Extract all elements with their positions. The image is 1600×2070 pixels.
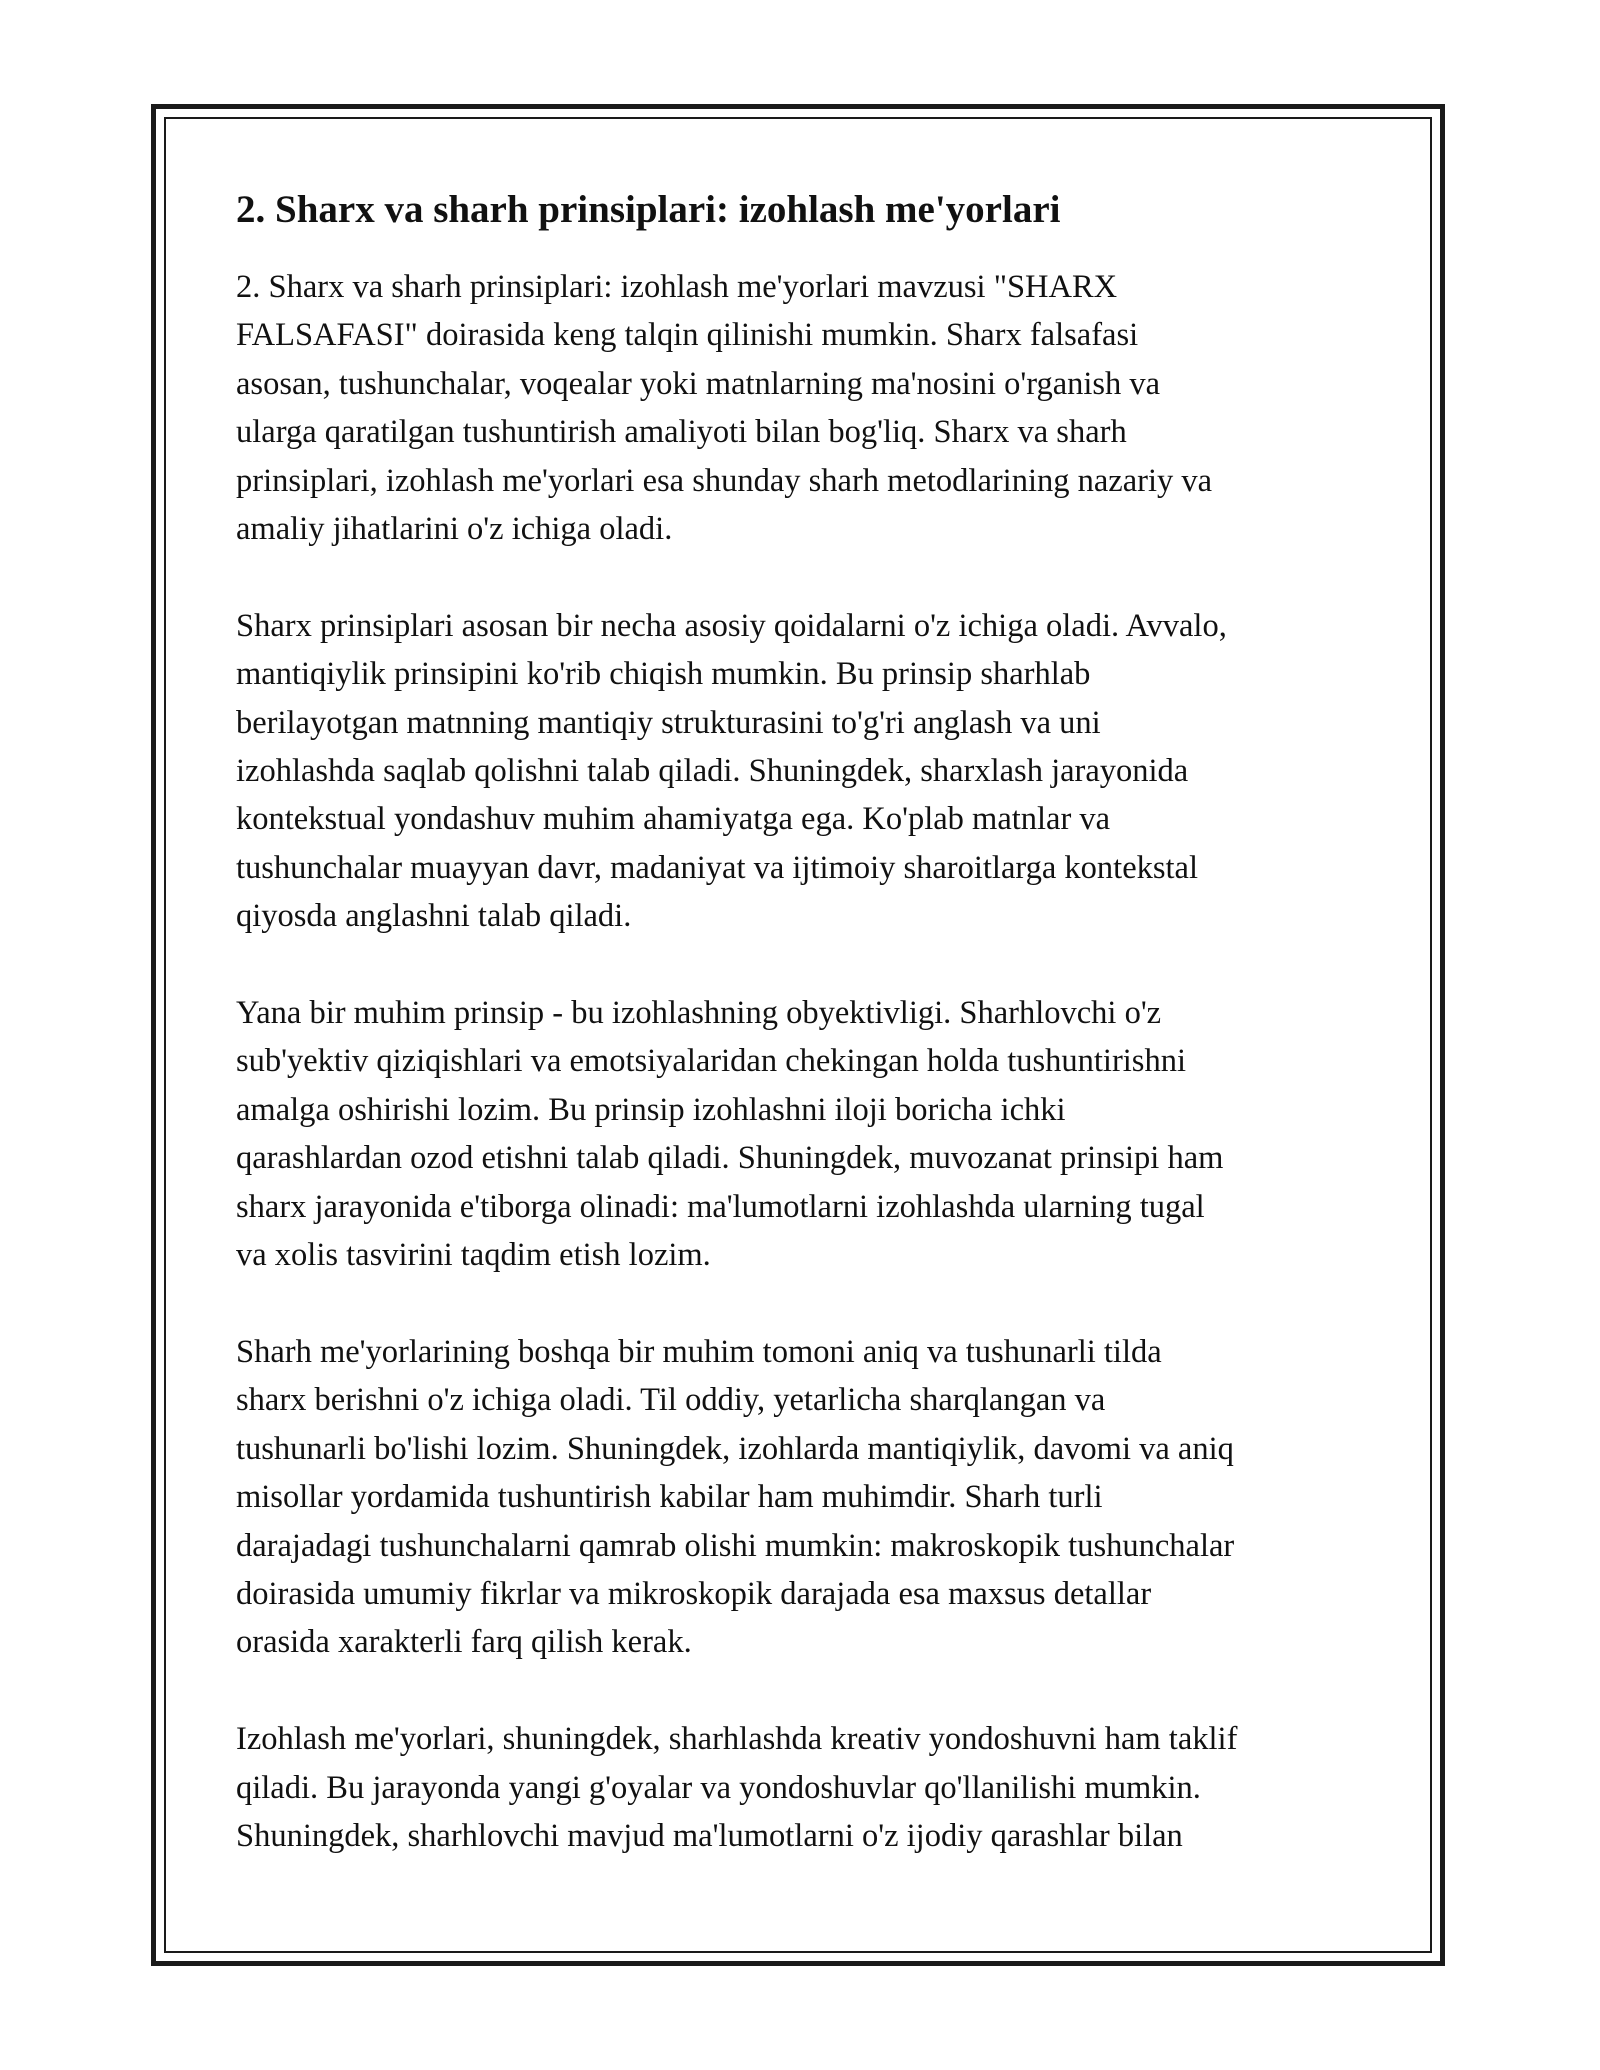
paragraph-3	[236, 989, 1376, 1279]
paragraph-line: tushunchalar muayyan davr, madaniyat va ijtimoiy sharoitlarga kontekstal	[236, 849, 1199, 886]
paragraph-line: sharx jarayonida e'tiborga olinadi: ma'lumotlarni izohlashda ularning tugal	[236, 1188, 1205, 1225]
paragraph-line: Sharh me'yorlarining boshqa bir muhim tomoni aniq va tushunarli tilda	[236, 1333, 1162, 1370]
paragraph-line: 2. Sharx va sharh prinsiplari: izohlash me'yorlari mavzusi "SHARX	[236, 269, 1118, 305]
paragraph-1	[236, 263, 1376, 553]
paragraph-line: qiladi. Bu jarayonda yangi g'oyalar va yondoshuvlar qo'llanilishi mumkin.	[236, 1769, 1201, 1806]
paragraph-line: qiyosda anglashni talab qiladi.	[236, 898, 632, 935]
paragraph-line: doirasida umumiy fikrlar va mikroskopik darajada esa maxsus detallar	[236, 1575, 1152, 1612]
paragraph-line: prinsiplari, izohlash me'yorlari esa shunday sharh metodlarining nazariy va	[236, 462, 1213, 499]
paragraph-line: amalga oshirishi lozim. Bu prinsip izohlashni iloji boricha ichki	[236, 1091, 1066, 1128]
paragraph-line: sharx berishni o'z ichiga oladi. Til oddiy, yetarlicha sharqlangan va	[236, 1382, 1106, 1419]
paragraph-line: kontekstual yondashuv muhim ahamiyatga ega. Ko'plab matnlar va	[236, 801, 1111, 838]
paragraph-line: ularga qaratilgan tushuntirish amaliyoti bilan bog'liq. Sharx va sharh	[236, 414, 1127, 451]
paragraph-line: Shuningdek, sharhlovchi mavjud ma'lumotlarni o'z ijodiy qarashlar bilan	[236, 1817, 1183, 1854]
paragraph-line: FALSAFASI" doirasida keng talqin qilinishi mumkin. Sharx falsafasi	[236, 317, 1139, 354]
paragraph-line: amaliy jihatlarini o'z ichiga oladi.	[236, 511, 673, 548]
paragraph-line: misollar yordamida tushuntirish kabilar ham muhimdir. Sharh turli	[236, 1479, 1103, 1516]
paragraph-line: Sharx prinsiplari asosan bir necha asosiy qoidalarni o'z ichiga oladi. Avvalo,	[236, 607, 1227, 644]
paragraph-line: berilayotgan matnning mantiqiy strukturasini to'g'ri anglash va uni	[236, 704, 1101, 741]
paragraph-5	[236, 1715, 1376, 1860]
paragraph-line: Yana bir muhim prinsip - bu izohlashning obyektivligi. Sharhlovchi o'z	[236, 995, 1162, 1032]
paragraph-line: mantiqiylik prinsipini ko'rib chiqish mumkin. Bu prinsip sharhlab	[236, 656, 1091, 693]
paragraph-line: orasida xarakterli farq qilish kerak.	[236, 1624, 692, 1661]
document-content	[236, 186, 1376, 1860]
paragraph-line: qarashlardan ozod etishni talab qiladi. Shuningdek, muvozanat prinsipi ham	[236, 1140, 1224, 1177]
paragraph-line: darajadagi tushunchalarni qamrab olishi mumkin: makroskopik tushunchalar	[236, 1527, 1235, 1564]
paragraph-line: izohlashda saqlab qolishni talab qiladi. Shuningdek, sharxlash jarayonida	[236, 753, 1189, 790]
paragraph-line: tushunarli bo'lishi lozim. Shuningdek, izohlarda mantiqiylik, davomi va aniq	[236, 1430, 1234, 1467]
section-heading: 2. Sharx va sharh prinsiplari: izohlash me'yorlari	[236, 188, 1061, 231]
paragraph-line: va xolis tasvirini taqdim etish lozim.	[236, 1237, 711, 1274]
paragraph-4	[236, 1328, 1376, 1667]
paragraph-line: Izohlash me'yorlari, shuningdek, sharhlashda kreativ yondoshuvni ham taklif	[236, 1721, 1238, 1758]
paragraph-2	[236, 602, 1376, 941]
paragraph-line: asosan, tushunchalar, voqealar yoki matnlarning ma'nosini o'rganish va	[236, 365, 1161, 402]
paragraph-line: sub'yektiv qiziqishlari va emotsiyalaridan chekingan holda tushuntirishni	[236, 1043, 1186, 1080]
